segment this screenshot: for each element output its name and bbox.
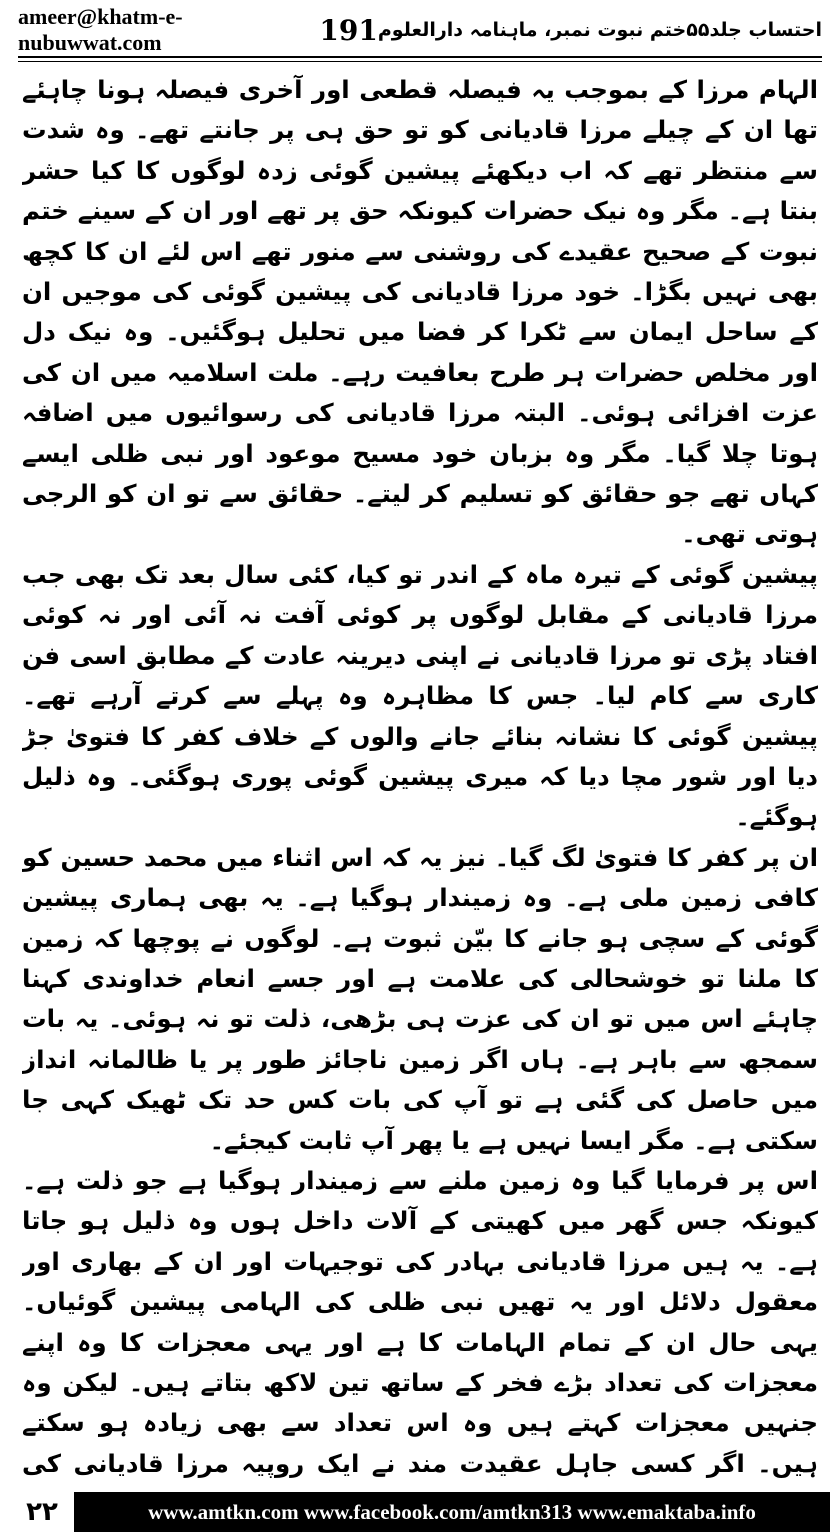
page-footer (10, 1490, 830, 1534)
header-page-number: 191 (319, 13, 378, 47)
footer-page-number: ۲۲ (26, 1497, 58, 1527)
footer-links[interactable]: www.amtkn.com www.facebook.com/amtkn313 www.emaktaba.info (148, 1499, 756, 1524)
header-rule-thin (18, 61, 822, 62)
page-header (18, 4, 822, 55)
header-title: احتساب جلد۵۵ختم نبوت نمبر، ماہنامہ دارالعلوم (377, 19, 822, 41)
paragraph-2: پیشین گوئی کے تیرہ ماہ کے اندر تو کیا، کئی سال بعد تک بھی جب مرزا قادیانی کے مقابل لوگوں پر کوئی آفت نہ آئی اور نہ کوئی افتاد پڑی تو مرزا قادیانی نے اپنی دیرینہ عادت کے مطابق اسی فن کاری سے کام لیا۔ جس کا مظاہرہ وہ پہلے سے کرتے آرہے تھے۔ پیشین گوئی کا نشانہ بنائے جانے والوں کے خلاف کفر کا فتویٰ جڑ دیا اور شور مچا دیا کہ میری پیشین گوئی پوری ہوگئی۔ وہ ذلیل ہوگئے۔ (22, 559, 818, 832)
paragraph-1: الہام مرزا کے بموجب یہ فیصلہ قطعی اور آخری فیصلہ ہونا چاہئے تھا ان کے چیلے مرزا قادیانی کو تو حق ہی پر جانتے تھے۔ وہ شدت سے منتظر تھے کہ اب دیکھئے پیشین گوئی زدہ لوگوں کا کیا حشر بنتا ہے۔ مگر وہ نیک حضرات کیونکہ حق پر تھے اور ان کے سینے ختم نبوت کے صحیح عقیدے کی روشنی سے منور تھے اس لئے ان کا کچھ بھی نہیں بگڑا۔ خود مرزا قادیانی کی پیشین گوئی کی موجیں ان کے ساحل ایمان سے ٹکرا کر فضا میں تحلیل ہوگئیں۔ وہ نیک دل اور مخلص حضرات ہر طرح بعافیت رہے۔ ملت اسلامیہ میں ان کی عزت افزائی ہوئی۔ البتہ مرزا قادیانی کی رسوائیوں میں اضافہ ہوتا چلا گیا۔ مگر وہ بزبان خود مسیح موعود اور نبی ظلی ایسے کہاں تھے جو حقائق کو تسلیم کر لیتے۔ حقائق سے تو ان کو الرجی ہوتی تھی۔ (22, 75, 818, 549)
header-email: ameer@khatm-e-nubuwwat.com (18, 4, 183, 55)
paragraph-3: ان پر کفر کا فتویٰ لگ گیا۔ نیز یہ کہ اس اثناء میں محمد حسین کو کافی زمین ملی ہے۔ وہ زمیندار ہوگیا ہے۔ یہ بھی ہماری پیشین گوئی کے سچی ہو جانے کا بیّن ثبوت ہے۔ لوگوں نے پوچھا کہ زمین کا ملنا تو خوشحالی کی علامت ہے اور جسے انعام خداوندی کہنا چاہئے اس میں تو ان کی عزت ہی بڑھی، ذلت تو نہ ہوئی۔ یہ بات سمجھ سے باہر ہے۔ ہاں اگر زمین ناجائز طور پر یا ظالمانہ انداز میں حاصل کی گئی ہے تو آپ کی بات کس حد تک ٹھیک کہی جا سکتی ہے۔ مگر ایسا نہیں ہے یا پھر آپ ثابت کیجئے۔ (22, 842, 818, 1155)
footer-links-bar (74, 1492, 830, 1532)
paragraph-4: اس پر فرمایا گیا وہ زمین ملنے سے زمیندار ہوگیا ہے جو ذلت ہے۔ کیونکہ جس گھر میں کھیتی کے آلات داخل ہوں وہ ذلیل ہو جاتا ہے۔ یہ ہیں مرزا قادیانی بہادر کی توجیہات اور ان کے بھاری اور معقول دلائل اور یہ تھیں نبی ظلی کی الہامی پیشین گوئیاں۔ یہی حال ان کے تمام الہامات کا ہے اور یہی معجزات کا وہ اپنے معجزات کی تعداد بڑے فخر کے ساتھ تین لاکھ بتاتے ہیں۔ لیکن وہ جنہیں معجزات کہتے ہیں وہ اس تعداد سے بھی زیادہ ہو سکتے ہیں۔ اگر کسی جاہل عقیدت مند نے ایک روپیہ مرزا قادیانی کی (22, 1165, 818, 1478)
header-rule (18, 56, 822, 58)
header-left (18, 4, 378, 56)
article-body (22, 70, 818, 1480)
